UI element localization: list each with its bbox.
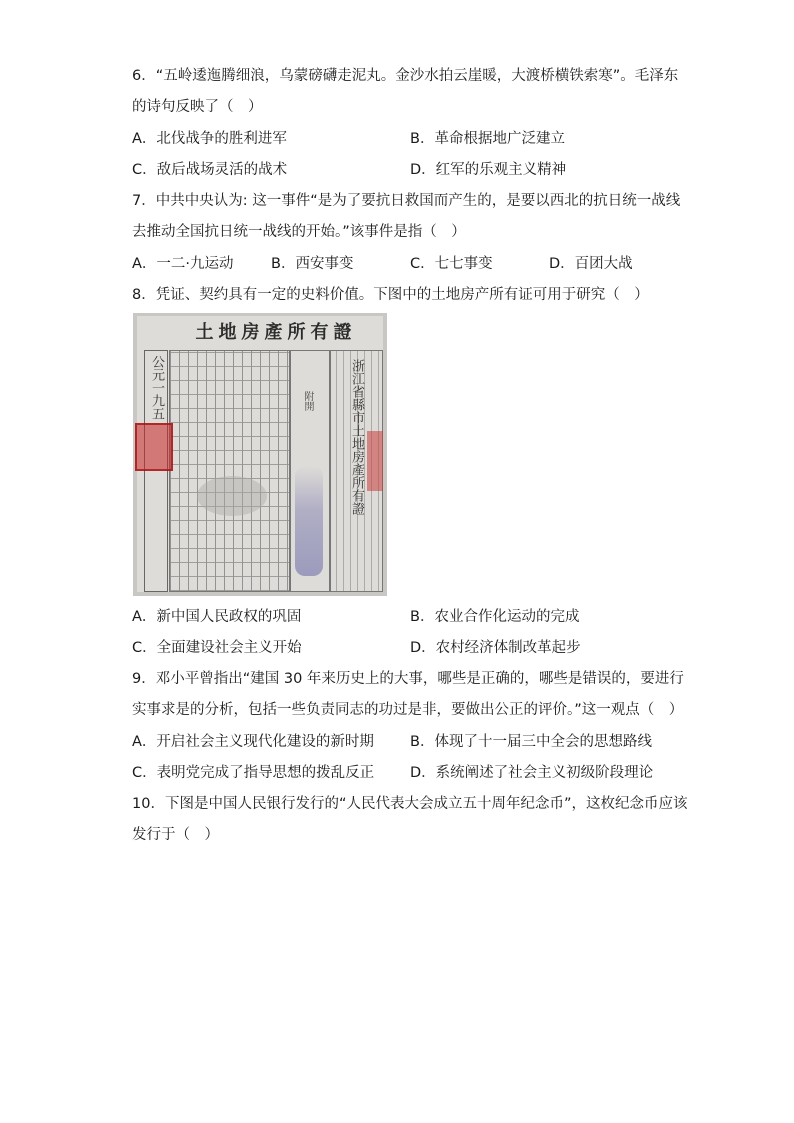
- certificate-paper: [137, 316, 383, 592]
- q9-option-d[interactable]: D．系统阐述了社会主义初级阶段理论: [410, 765, 654, 781]
- red-seal-stamp-left: [135, 423, 173, 471]
- red-seal-stamp-right: [367, 431, 383, 491]
- q7-option-d[interactable]: D．百团大战: [549, 256, 633, 272]
- certificate-grid: [169, 350, 291, 592]
- q8-option-d[interactable]: D．农村经济体制改革起步: [410, 640, 581, 656]
- certificate-right-text: 浙江省縣市土地房產所有證: [349, 359, 364, 515]
- q7-stem-line1: 7．中共中央认为: 这一事件“是为了要抗日救国而产生的，是要以西北的抗日统一战线: [132, 193, 681, 209]
- q10-stem-line1: 10．下图是中国人民银行发行的“人民代表大会成立五十周年纪念币”，这枚纪念币应该: [132, 796, 688, 812]
- certificate-middle-text: 附開: [302, 391, 313, 411]
- q9-stem-line2: 实事求是的分析，包括一些负责同志的功过是非，要做出公正的评价。”这一观点（ ）: [132, 702, 684, 718]
- q8-option-c[interactable]: C．全面建设社会主义开始: [132, 640, 302, 656]
- q6-option-d[interactable]: D．红军的乐观主义精神: [410, 162, 567, 178]
- certificate-stain: [197, 476, 267, 516]
- q6-stem-line1: 6．“五岭逶迤腾细浪，乌蒙磅礴走泥丸。金沙水拍云崖暖，大渡桥横铁索寒”。毛泽东: [132, 68, 679, 84]
- q6-option-b[interactable]: B．革命根据地广泛建立: [410, 131, 565, 147]
- q10-stem-line2: 发行于（ ）: [132, 827, 219, 843]
- land-property-certificate-image: [133, 313, 387, 596]
- q8-option-a[interactable]: A．新中国人民政权的巩固: [132, 609, 302, 625]
- certificate-title: 土地房產所有證: [195, 322, 357, 343]
- q9-option-c[interactable]: C．表明党完成了指导思想的拨乱反正: [132, 765, 375, 781]
- q7-option-b[interactable]: B．西安事变: [271, 256, 354, 272]
- certificate-date-text: 公元一九五: [149, 355, 164, 420]
- q7-option-c[interactable]: C．七七事变: [410, 256, 493, 272]
- q6-option-a[interactable]: A．北伐战争的胜利进军: [132, 131, 287, 147]
- q6-option-c[interactable]: C．敌后战场灵活的战术: [132, 162, 288, 178]
- q7-option-a[interactable]: A．一二·九运动: [132, 256, 234, 272]
- q9-stem-line1: 9．邓小平曾指出“建国 30 年来历史上的大事，哪些是正确的，哪些是错误的，要进行: [132, 671, 684, 687]
- q7-stem-line2: 去推动全国抗日统一战线的开始。”该事件是指（ ）: [132, 224, 466, 240]
- certificate-date-column: [144, 350, 168, 592]
- certificate-signature: [295, 466, 323, 576]
- q8-option-b[interactable]: B．农业合作化运动的完成: [410, 609, 580, 625]
- q6-stem-line2: 的诗句反映了（ ）: [132, 99, 263, 115]
- q9-option-a[interactable]: A．开启社会主义现代化建设的新时期: [132, 734, 374, 750]
- q9-option-b[interactable]: B．体现了十一届三中全会的思想路线: [410, 734, 652, 750]
- q8-stem-line1: 8．凭证、契约具有一定的史料价值。下图中的土地房产所有证可用于研究（ ）: [132, 287, 649, 303]
